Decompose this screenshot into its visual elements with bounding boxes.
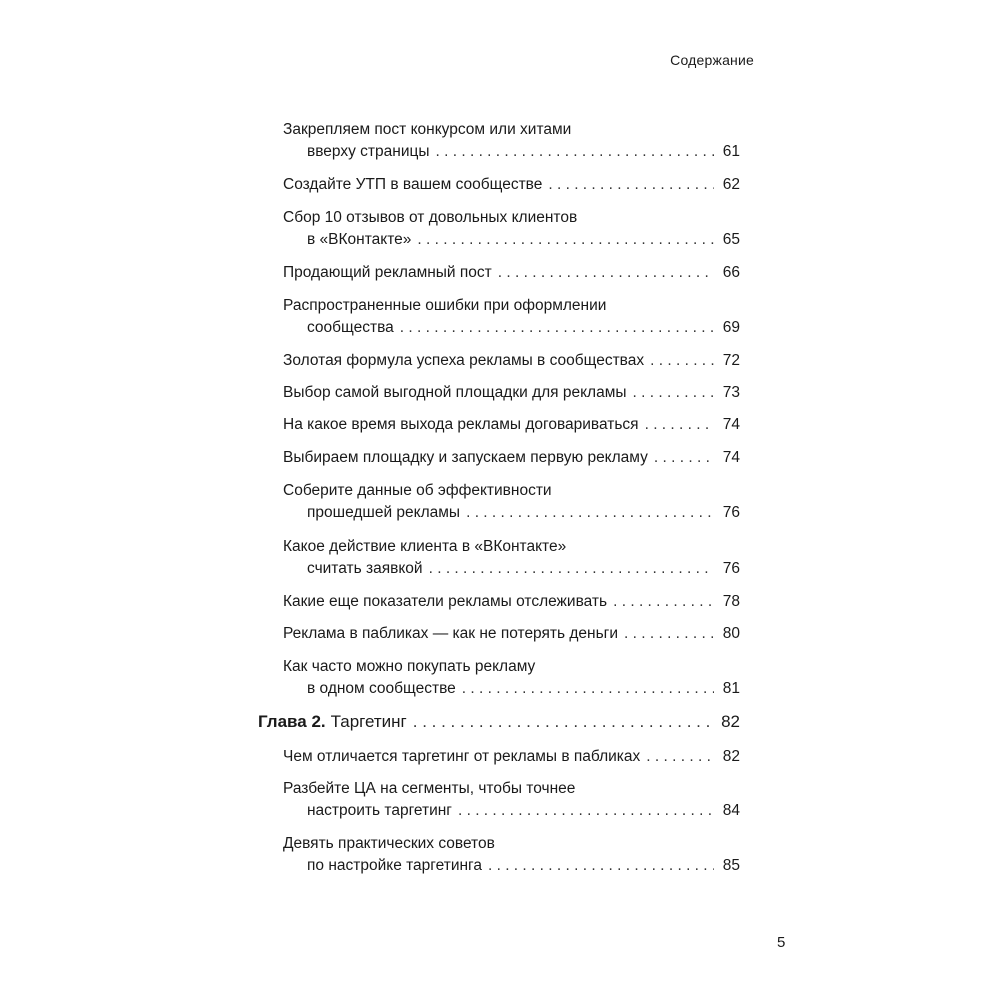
toc-entry-title: Выбираем площадку и запускаем первую рекламу bbox=[283, 449, 648, 466]
toc-entry-title: Распространенные ошибки при оформлении bbox=[283, 297, 607, 314]
toc-entry bbox=[283, 591, 740, 613]
toc-entry-title-cont: настроить таргетинг bbox=[307, 802, 452, 819]
toc-page-number: 78 bbox=[722, 593, 740, 610]
leader-dots bbox=[654, 447, 714, 469]
toc-page-number: 74 bbox=[722, 416, 740, 433]
leader-dots bbox=[633, 382, 714, 404]
toc-page-number: 61 bbox=[722, 143, 740, 160]
toc-entry-title: Создайте УТП в вашем сообществе bbox=[283, 176, 543, 193]
toc-entry-title: Какое действие клиента в «ВКонтакте» bbox=[283, 538, 567, 555]
toc-entry bbox=[283, 536, 740, 580]
toc-entry-title-cont: в одном сообществе bbox=[307, 680, 456, 697]
leader-dots bbox=[613, 591, 714, 613]
toc-entry bbox=[283, 414, 740, 436]
leader-dots bbox=[417, 229, 714, 251]
toc-entry-title: Продающий рекламный пост bbox=[283, 264, 492, 281]
toc-entry-title: Какие еще показатели рекламы отслеживать bbox=[283, 593, 608, 610]
leader-dots bbox=[646, 746, 714, 768]
toc-entry-title: Разбейте ЦА на сегменты, чтобы точнее bbox=[283, 780, 576, 797]
toc-page-number: 82 bbox=[722, 748, 740, 765]
toc-page-number: 69 bbox=[722, 319, 740, 336]
leader-dots bbox=[645, 414, 714, 436]
leader-dots bbox=[400, 317, 714, 339]
toc-entry-title: Сбор 10 отзывов от довольных клиентов bbox=[283, 209, 578, 226]
page-number: 5 bbox=[777, 934, 786, 951]
toc-entry-title-cont: считать заявкой bbox=[307, 560, 423, 577]
toc-entry-title-cont: сообщества bbox=[307, 319, 394, 336]
toc-entry bbox=[283, 778, 740, 822]
toc-entry bbox=[283, 207, 740, 251]
toc-page-number: 62 bbox=[722, 176, 740, 193]
toc-entry-title: Девять практических советов bbox=[283, 835, 495, 852]
leader-dots bbox=[462, 678, 714, 700]
toc-page-number: 80 bbox=[722, 625, 740, 642]
toc-entry bbox=[283, 295, 740, 339]
toc-entry bbox=[283, 833, 740, 877]
toc-page-number: 76 bbox=[722, 504, 740, 521]
toc-entry-title: Закрепляем пост конкурсом или хитами bbox=[283, 121, 572, 138]
toc-entry bbox=[283, 350, 740, 372]
leader-dots bbox=[624, 623, 714, 645]
toc-page-number: 84 bbox=[722, 802, 740, 819]
toc-entry-title: Выбор самой выгодной площадки для рекламы bbox=[283, 384, 627, 401]
leader-dots bbox=[498, 262, 714, 284]
toc-entry-title: Реклама в пабликах — как не потерять деньги bbox=[283, 625, 618, 642]
leader-dots bbox=[458, 800, 714, 822]
leader-dots bbox=[488, 855, 714, 877]
running-header: Содержание bbox=[670, 52, 754, 68]
leader-dots bbox=[436, 141, 715, 163]
toc-entry-title: Как часто можно покупать рекламу bbox=[283, 658, 536, 675]
toc-entry-title: Таргетинг bbox=[330, 712, 407, 731]
leader-dots bbox=[429, 558, 714, 580]
toc-page-number: 65 bbox=[722, 231, 740, 248]
toc-entry bbox=[283, 480, 740, 524]
leader-dots bbox=[548, 174, 714, 196]
toc-page-number: 81 bbox=[722, 680, 740, 697]
toc-page-number: 72 bbox=[722, 352, 740, 369]
leader-dots bbox=[650, 350, 714, 372]
toc-page-number: 82 bbox=[721, 712, 740, 731]
toc-entry-title-cont: по настройке таргетинга bbox=[307, 857, 482, 874]
leader-dots bbox=[413, 711, 714, 733]
toc-entry-title-cont: прошедшей рекламы bbox=[307, 504, 461, 521]
toc-entry bbox=[283, 656, 740, 700]
toc-entry bbox=[283, 382, 740, 404]
toc-page-number: 66 bbox=[722, 264, 740, 281]
toc-entry bbox=[283, 746, 740, 768]
toc-entry-title: Чем отличается таргетинг от рекламы в пабликах bbox=[283, 748, 641, 765]
chapter-label: Глава 2. bbox=[258, 712, 326, 731]
toc-entry bbox=[283, 623, 740, 645]
toc-entry bbox=[283, 262, 740, 284]
leader-dots bbox=[466, 502, 714, 524]
toc-entry bbox=[283, 119, 740, 163]
toc-entry bbox=[283, 447, 740, 469]
toc-page-number: 73 bbox=[722, 384, 740, 401]
toc-entry-title: Соберите данные об эффективности bbox=[283, 482, 552, 499]
toc-page-number: 76 bbox=[722, 560, 740, 577]
toc-entry bbox=[283, 174, 740, 196]
toc-entry-title: На какое время выхода рекламы договариваться bbox=[283, 416, 639, 433]
toc-page-number: 85 bbox=[722, 857, 740, 874]
toc-entry-title-cont: вверху страницы bbox=[307, 143, 430, 160]
toc-page-number: 74 bbox=[722, 449, 740, 466]
toc-chapter-entry bbox=[258, 711, 740, 733]
toc-entry-title-cont: в «ВКонтакте» bbox=[307, 231, 412, 248]
toc-entry-title: Золотая формула успеха рекламы в сообществах bbox=[283, 352, 645, 369]
